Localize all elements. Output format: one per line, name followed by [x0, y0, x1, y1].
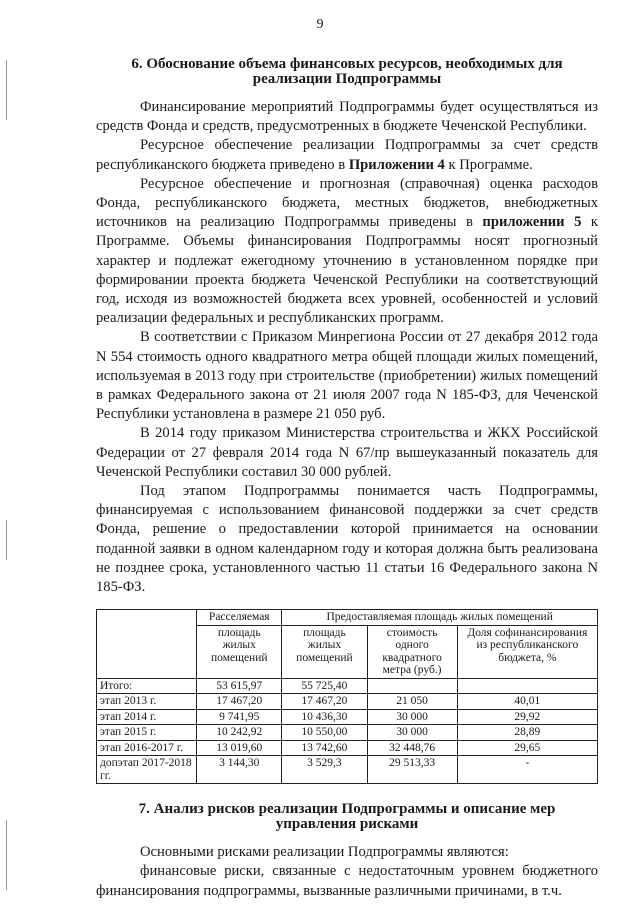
table-cell-cost: 30 000 [367, 709, 457, 725]
table-cell-share: 29,92 [457, 709, 597, 725]
table-header-share: Доля софинансирования из республиканского бюджета, % [457, 625, 597, 678]
section-6-title-line1: 6. Обоснование объема финансовых ресурсов, необходимых для [131, 56, 563, 72]
table-cell-label: Итого: [97, 678, 197, 694]
page-number: 9 [316, 17, 324, 32]
table-row [97, 725, 598, 741]
table-cell-area: 13 742,60 [282, 740, 367, 756]
table-cell-area: 10 436,30 [282, 709, 367, 725]
table-cell-label: этап 2015 г. [97, 725, 197, 741]
table-cell-share [457, 678, 597, 694]
paragraph-text: к Программе. Объемы финансирования Подпрограммы носят прогнозный характер и подлежат ежегодному уточнению в установленном порядке при формировании проекта бюджета Чеченской Республики на соответствующий год, исходя из возможностей бюджета всех уровней, особенностей и условий реализации федеральных и республиканских программ. [96, 214, 599, 327]
table-cell-cost: 29 513,33 [367, 756, 457, 784]
scan-margin-line [6, 520, 7, 560]
table-cell-cost: 21 050 [367, 694, 457, 710]
paragraph-main-risks: Основными рисками реализации Подпрограммы являются: [140, 844, 509, 861]
table-cell-share: 29,65 [457, 740, 597, 756]
paragraph-financing-sources: Финансирование мероприятий Подпрограммы будет осуществляться из средств Фонда и средств, предусмотренных в бюджете Чеченской Республики. [96, 99, 598, 135]
table-cell-area: 3 529,3 [282, 756, 367, 784]
section-6-title-line2: реализации Подпрограммы [252, 71, 442, 87]
table-cell-area: 10 550,00 [282, 725, 367, 741]
appendix-5-reference: приложении 5 [482, 214, 582, 231]
table-cell-share: 40,01 [457, 694, 597, 710]
table-cell-share: 28,89 [457, 725, 597, 741]
table-cell-resettled: 3 144,30 [197, 756, 282, 784]
paragraph-text: Ресурсное обеспечение реализации Подпрограммы за счет средств республиканского бюджета приведено в [96, 137, 598, 173]
paragraph-resource-forecast [96, 175, 598, 329]
stages-area-table [96, 609, 598, 784]
table-header-area: площадь жилых помещений [282, 625, 367, 678]
paragraph-republic-budget [96, 136, 598, 174]
table-cell-resettled: 13 019,60 [197, 740, 282, 756]
section-6-title [96, 57, 598, 87]
section-7-title [96, 802, 598, 832]
table-cell-resettled: 53 615,97 [197, 678, 282, 694]
table-cell-share: - [457, 756, 597, 784]
paragraph-2014-order: В 2014 году приказом Министерства строительства и ЖКХ Российской Федерации от 27 февраля 2014 года N 67/пр вышеуказанный показатель для Чеченской Республики составил 30 000 рублей. [96, 425, 598, 480]
table-cell-cost [367, 678, 457, 694]
table-row [97, 694, 598, 710]
table-header-row [97, 610, 598, 626]
table-header-empty [97, 610, 197, 679]
table-cell-label: этап 2016-2017 г. [97, 740, 197, 756]
table-cell-cost: 30 000 [367, 725, 457, 741]
paragraph-minregion-order: В соответствии с Приказом Минрегиона России от 27 декабря 2012 года N 554 стоимость одного квадратного метра общей площади жилых помещений, используемая в 2013 году при строительстве (приобретении) жилых помещений в рамках Федерального закона от 21 июля 2007 года N 185-ФЗ, для Чеченской Республики установлена в размере 21 050 руб. [96, 329, 598, 423]
appendix-4-reference: Приложении 4 [348, 156, 445, 173]
table-cell-cost: 32 448,76 [367, 740, 457, 756]
section-7-title-line2: управления рисками [275, 816, 419, 833]
scan-margin-line [6, 820, 7, 890]
paragraph-text: Ресурсное обеспечение и прогнозная (справочная) оценка расходов Фонда, республиканского бюджета, местных бюджетов, внебюджетных источников на реализацию Подпрограммы приведены в [96, 175, 598, 231]
scan-margin-line [6, 60, 7, 120]
table-cell-resettled: 10 242,92 [197, 725, 282, 741]
table-header-resettled-area: площадь жилых помещений [197, 625, 282, 678]
table-header-resettled-line1: Расселяемая [197, 610, 282, 626]
table-header-provided: Предоставляемая площадь жилых помещений [282, 610, 598, 626]
document-body [96, 57, 598, 901]
section-7-title-line1: 7. Анализ рисков реализации Подпрограммы и описание мер [138, 801, 556, 818]
table-header-cost: стоимость одного квадратного метра (руб.) [367, 625, 457, 678]
paragraph-financial-risks: финансовые риски, связанные с недостаточным уровнем бюджетного финансирования подпрограммы, вызванные различными причинами, в т.ч. [96, 863, 598, 899]
paragraph-stage-definition: Под этапом Подпрограммы понимается часть Подпрограммы, финансируемая с использованием финансовой поддержки за счет средств Фонда, решение о предоставлении которой принимается на основании поданной заявки в одном календарном году и которая должна быть реализована не позднее срока, установленного частью 11 статьи 16 Федерального закона N 185-ФЗ. [96, 483, 598, 596]
table-row [97, 756, 598, 784]
paragraph-text: к Программе. [448, 156, 533, 173]
table-cell-resettled: 9 741,95 [197, 709, 282, 725]
table-cell-resettled: 17 467,20 [197, 694, 282, 710]
table-row [97, 740, 598, 756]
table-cell-label: этап 2013 г. [97, 694, 197, 710]
table-cell-area: 17 467,20 [282, 694, 367, 710]
table-row [97, 709, 598, 725]
table-cell-label: допэтап 2017-2018 гг. [97, 756, 197, 784]
table-row [97, 678, 598, 694]
table-cell-area: 55 725,40 [282, 678, 367, 694]
table-cell-label: этап 2014 г. [97, 709, 197, 725]
